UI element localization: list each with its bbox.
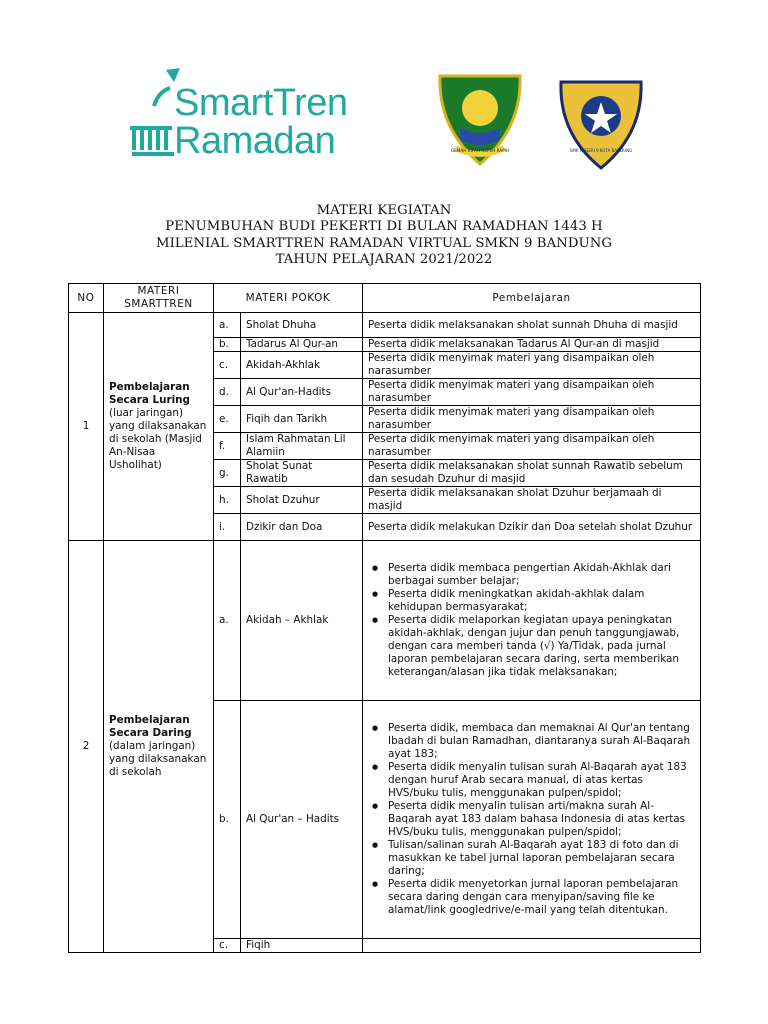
list-item: ● Peserta didik menyetorkan jurnal laporan pembelajaran secara daring dengan cara menyipan/saving file ke alamat/link googledrive/e-mail yang telah ditentukan. xyxy=(388,878,695,917)
smkn9-seal-icon xyxy=(553,72,649,172)
table-row xyxy=(69,541,701,701)
section1-materi xyxy=(104,313,214,541)
brand-line2: Ramadan xyxy=(174,120,336,162)
list-item: ● Peserta didik melaporkan kegiatan upaya peningkatan akidah-akhlak, dengan jujur dan penuh tanggungjawab, dengan cara memberi tanda (√) Ya/Tidak, pada jurnal laporan pembelajaran secara daring, serta memberikan keterangan/alasan jika tidak melaksanakan; xyxy=(388,614,695,679)
seal2-caption: SMK NEGERI 9 KOTA BANDUNG xyxy=(569,148,633,153)
table-row xyxy=(69,313,701,338)
row-desc: Peserta didik melaksanakan sholat sunnah Rawatib sebelum dan sesudah Dzuhur di masjid xyxy=(363,460,701,487)
header-pokok: MATERI POKOK xyxy=(214,284,363,313)
smarttren-ramadan-logo xyxy=(128,58,380,162)
list-item: ● Tulisan/salinan surah Al-Baqarah ayat 183 di foto dan di masukkan ke tabel jurnal laporan pembelajaran secara daring; xyxy=(388,839,695,878)
row-desc: Peserta didik melaksanakan sholat sunnah Dhuha di masjid xyxy=(363,313,701,338)
row-pokok: Sholat Dzuhur xyxy=(241,487,363,514)
row-desc: Peserta didik menyimak materi yang disampaikan oleh narasumber xyxy=(363,352,701,379)
row-pokok: Al Qur'an – Hadits xyxy=(241,701,363,939)
row-pokok: Sholat Sunat Rawatib xyxy=(241,460,363,487)
title-line4: TAHUN PELAJARAN 2021/2022 xyxy=(275,251,493,267)
row-desc: Peserta didik melakukan Dzikir dan Doa setelah sholat Dzuhur xyxy=(363,514,701,541)
section2-materi xyxy=(104,541,214,953)
row-letter: f. xyxy=(214,433,241,460)
list-item: ● Peserta didik menyalin tulisan arti/makna surah Al-Baqarah ayat 183 dalam bahasa Indonesia di atas kertas HVS/buku tulis, menggunakan pulpen/spidol; xyxy=(388,800,695,839)
row-pokok: Al Qur'an-Hadits xyxy=(241,379,363,406)
brand-line1: SmartTren xyxy=(174,82,348,124)
row-pokok: Akidah – Akhlak xyxy=(241,541,363,701)
row-letter: i. xyxy=(214,514,241,541)
list-item: ● Peserta didik membaca pengertian Akidah-Akhlak dari berbagai sumber belajar; xyxy=(388,562,695,588)
row-letter: h. xyxy=(214,487,241,514)
title-line1: MATERI KEGIATAN xyxy=(316,203,452,218)
header-materi: MATERI SMARTTREN xyxy=(104,284,214,313)
row-desc: Peserta didik menyimak materi yang disampaikan oleh narasumber xyxy=(363,379,701,406)
row-desc xyxy=(363,541,701,701)
title-line3: MILENIAL SMARTTREN RAMADAN VIRTUAL SMKN 9 BANDUNG xyxy=(155,235,613,251)
header-no: NO xyxy=(69,284,104,313)
row-desc xyxy=(363,939,701,953)
row-letter: c. xyxy=(214,352,241,379)
section1-no: 1 xyxy=(69,313,104,541)
row-letter: g. xyxy=(214,460,241,487)
seal1-motto: GEMAH RIPAH REPEH RAPIH xyxy=(450,148,510,153)
row-letter: c. xyxy=(214,939,241,953)
materi-table xyxy=(68,283,701,953)
row-letter: b. xyxy=(214,338,241,352)
section2-desc: (dalam jaringan) yang dilaksanakan di sekolah xyxy=(109,740,207,778)
list-item: ● Peserta didik, membaca dan memaknai Al Qur'an tentang Ibadah di bulan Ramadhan, diantaranya surah Al-Baqarah ayat 183; xyxy=(388,722,695,761)
row-pokok: Fiqih dan Tarikh xyxy=(241,406,363,433)
row-letter: d. xyxy=(214,379,241,406)
row-letter: b. xyxy=(214,701,241,939)
list-item: ● Peserta didik meningkatkan akidah-akhlak dalam kehidupan bermasyarakat; xyxy=(388,588,695,614)
row-pokok: Dzikir dan Doa xyxy=(241,514,363,541)
title-line2: PENUMBUHAN BUDI PEKERTI DI BULAN RAMADHAN 1443 H xyxy=(165,219,603,235)
row-desc: Peserta didik menyimak materi yang disampaikan oleh narasumber xyxy=(363,406,701,433)
row-pokok: Akidah-Akhlak xyxy=(241,352,363,379)
row-pokok: Tadarus Al Qur-an xyxy=(241,338,363,352)
row-desc: Peserta didik menyimak materi yang disampaikan oleh narasumber xyxy=(363,433,701,460)
document-title xyxy=(0,203,768,268)
brand-wordmark xyxy=(174,84,348,160)
row-letter: e. xyxy=(214,406,241,433)
row-letter: a. xyxy=(214,313,241,338)
header-pembelajaran: Pembelajaran xyxy=(363,284,701,313)
section1-desc: (luar jaringan) yang dilaksanakan di sekolah (Masjid An-Nisaa Usholihat) xyxy=(109,407,207,471)
row-desc: Peserta didik melaksanakan Tadarus Al Qur-an di masjid xyxy=(363,338,701,352)
row-pokok: Sholat Dhuha xyxy=(241,313,363,338)
list-item: ● Peserta didik menyalin tulisan surah Al-Baqarah ayat 183 dengan huruf Arab secara manual, di atas kertas HVS/buku tulis, menggunakan pulpen/spidol; xyxy=(388,761,695,800)
row-pokok: Fiqih xyxy=(241,939,363,953)
section2-title: Pembelajaran Secara Daring xyxy=(109,714,192,739)
section1-title: Pembelajaran Secara Luring xyxy=(109,381,190,406)
row-letter: a. xyxy=(214,541,241,701)
section2-no: 2 xyxy=(69,541,104,953)
west-java-seal-icon xyxy=(430,68,530,168)
row-desc xyxy=(363,701,701,939)
row-desc: Peserta didik melaksanakan sholat Dzuhur berjamaah di masjid xyxy=(363,487,701,514)
table-header-row xyxy=(69,284,701,313)
row-pokok: Islam Rahmatan Lil Alamiin xyxy=(241,433,363,460)
